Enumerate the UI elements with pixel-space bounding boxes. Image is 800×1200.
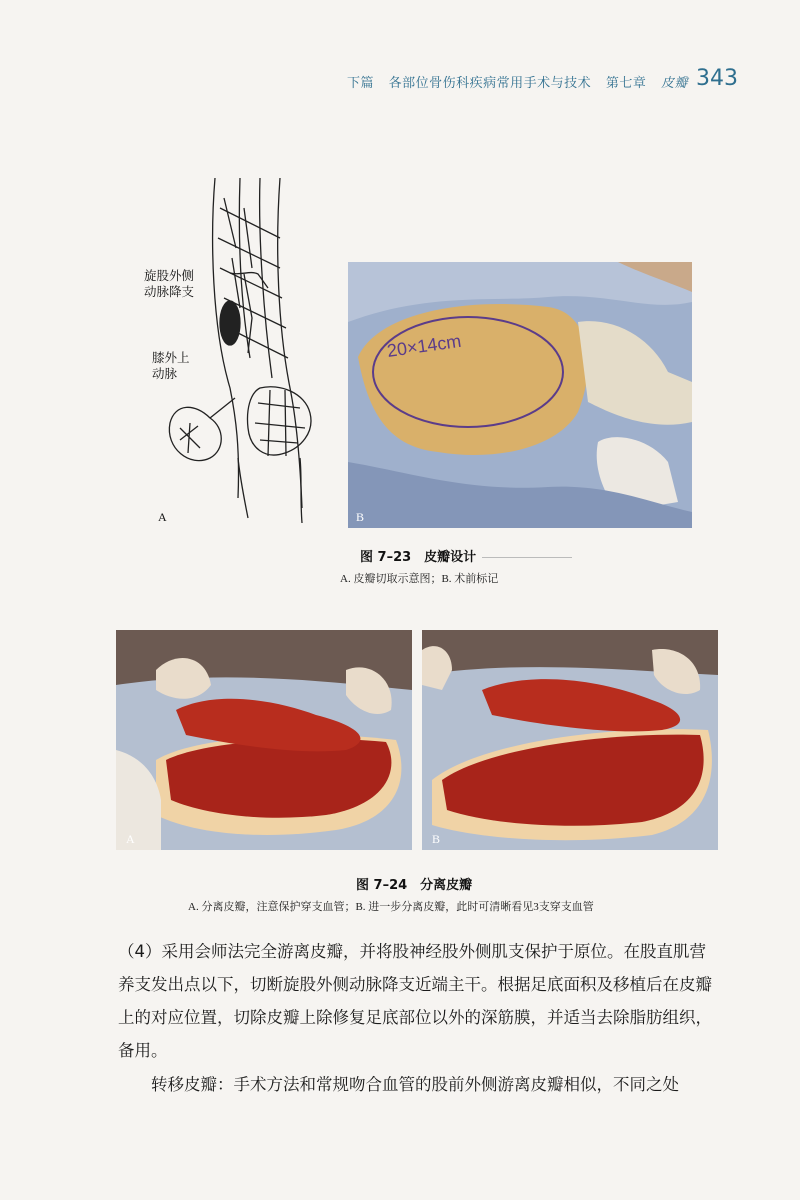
panel-label: B bbox=[356, 510, 365, 524]
chapter-title: 皮瓣 bbox=[660, 76, 688, 91]
figure-7-24-title: 图 7–24 分离皮瓣 bbox=[356, 878, 473, 893]
section-label: 各部位骨伤科疾病常用手术与技术 bbox=[388, 76, 592, 91]
flap-separation-photo-b bbox=[422, 630, 718, 850]
figure-7-24-panel-a bbox=[116, 630, 412, 850]
figure-7-23-panel-b bbox=[348, 262, 692, 528]
skin-marking-text: 20×14cm bbox=[385, 330, 463, 361]
breadcrumb bbox=[337, 72, 688, 91]
figure-7-24-subtitle: A. 分离皮瓣，注意保护穿支血管；B. 进一步分离皮瓣，此时可清晰看见3支穿支血管 bbox=[188, 901, 594, 913]
annotation-descending-branch: 旋股外侧 动脉降支 bbox=[144, 268, 195, 299]
body-paragraph-2: 转移皮瓣：手术方法和常规吻合血管的股前外侧游离皮瓣相似，不同之处 bbox=[151, 1075, 679, 1094]
page-number: 343 bbox=[696, 66, 738, 91]
figure-7-24-panel-b bbox=[422, 630, 718, 850]
running-header bbox=[0, 60, 800, 100]
chapter-label: 第七章 bbox=[605, 76, 647, 91]
preop-marking-photo bbox=[348, 262, 692, 528]
figure-7-23-panel-a bbox=[140, 178, 345, 528]
body-paragraph-1: （4）采用会师法完全游离皮瓣，并将股神经股外侧肌支保护于原位。在股直肌营养支发出点以下，切断旋股外侧动脉降支近端主干。根据足底面积及移植后在皮瓣上的对应位置，切除皮瓣上除修复足底部位以外的深筋膜，并适当去除脂肪组织，备用。 bbox=[118, 942, 712, 1060]
panel-label: A bbox=[158, 510, 167, 524]
figure-7-23-subtitle: A. 皮瓣切取示意图；B. 术前标记 bbox=[340, 573, 499, 585]
annotation-superior-lateral-genicular-artery: 膝外上 动脉 bbox=[152, 350, 190, 381]
flap-separation-photo-a bbox=[116, 630, 412, 850]
figure-7-23-title: 图 7–23 皮瓣设计 bbox=[360, 546, 572, 565]
panel-label: A bbox=[126, 832, 135, 846]
part-label: 下篇 bbox=[347, 76, 375, 91]
panel-label: B bbox=[432, 832, 441, 846]
